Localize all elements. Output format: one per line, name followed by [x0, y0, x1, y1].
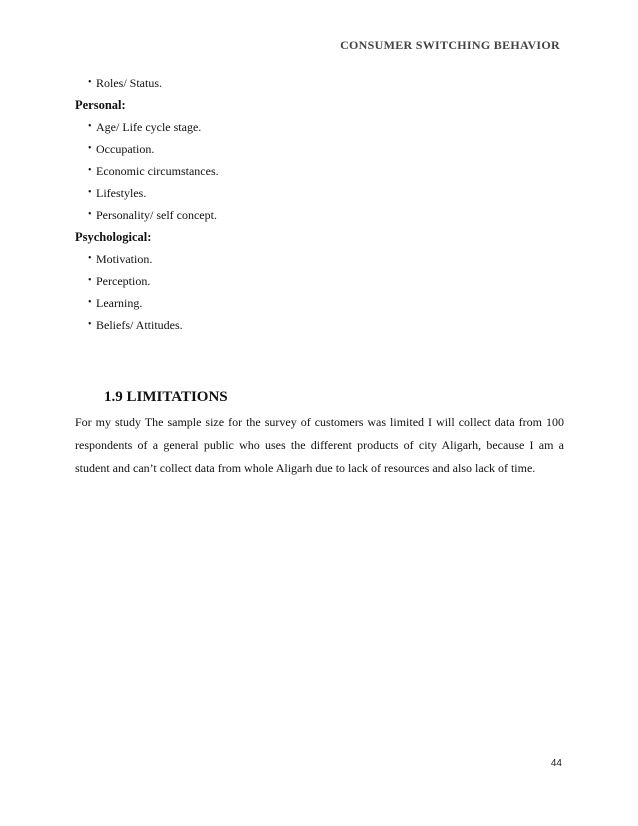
bullet-icon: • — [88, 209, 92, 220]
running-header: CONSUMER SWITCHING BEHAVIOR — [340, 38, 560, 52]
list-item: • Occupation. — [75, 138, 564, 160]
personal-list — [75, 116, 564, 226]
page-number: 44 — [550, 758, 562, 769]
list-item: • Motivation. — [75, 248, 564, 270]
list-item: • Beliefs/ Attitudes. — [75, 314, 564, 336]
list-item: • Age/ Life cycle stage. — [75, 116, 564, 138]
page-content — [75, 72, 564, 492]
list-item: • Personality/ self concept. — [75, 204, 564, 226]
psychological-list — [75, 248, 564, 336]
bullet-icon: • — [88, 187, 92, 198]
bullet-icon: • — [88, 77, 92, 88]
bullet-icon: • — [88, 121, 92, 132]
bullet-icon: • — [88, 143, 92, 154]
intro-list — [75, 72, 564, 94]
bullet-icon: • — [88, 297, 92, 308]
list-item: • Roles/ Status. — [75, 72, 564, 94]
personal-heading: Personal: — [75, 98, 126, 112]
psychological-heading: Psychological: — [75, 230, 152, 244]
limitations-paragraph: For my study The sample size for the survey of customers was limited I will collect data from 100 respondents of a general public who uses the different products of city Aligarh, because I am a student and can’t collect data from whole Aligarh due to lack of resources and also lack of time. — [75, 415, 564, 475]
section-heading: 1.9 LIMITATIONS — [104, 389, 228, 405]
list-item: • Perception. — [75, 270, 564, 292]
bullet-icon: • — [88, 165, 92, 176]
bullet-icon: • — [88, 253, 92, 264]
list-item: • Learning. — [75, 292, 564, 314]
bullet-icon: • — [88, 319, 92, 330]
list-item: • Economic circumstances. — [75, 160, 564, 182]
list-item: • Lifestyles. — [75, 182, 564, 204]
bullet-icon: • — [88, 275, 92, 286]
